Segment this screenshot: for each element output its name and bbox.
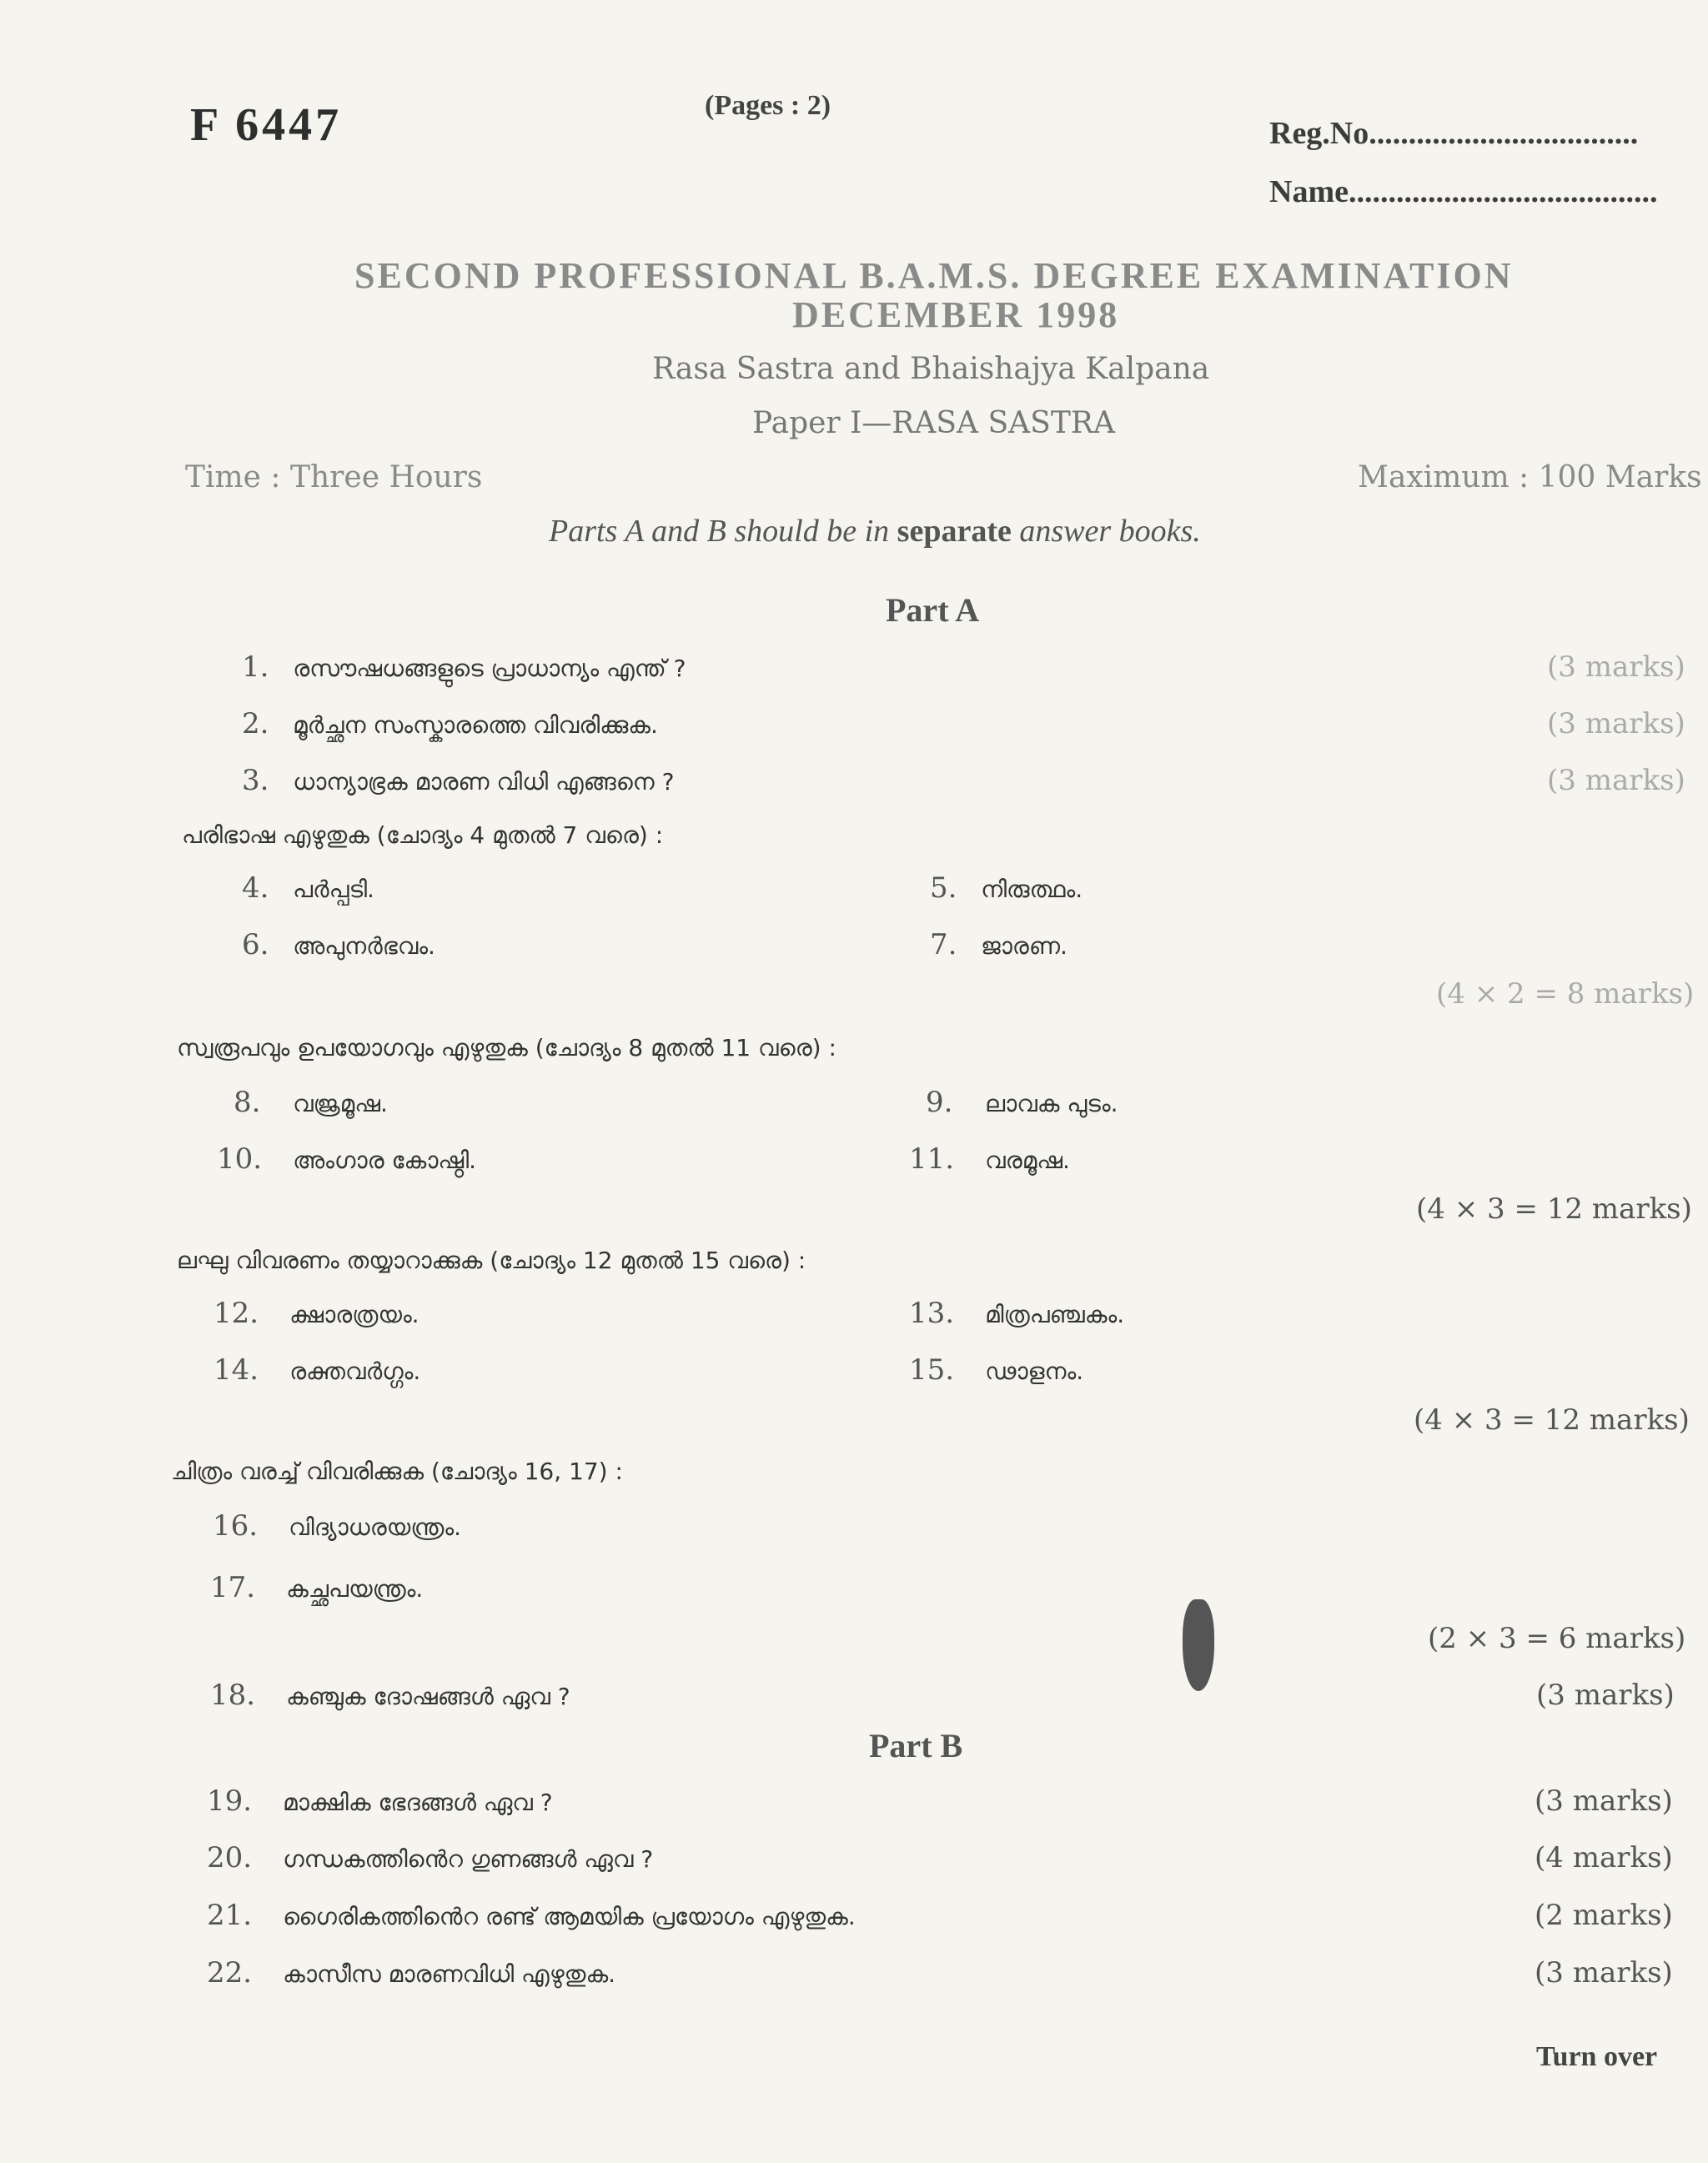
- exam-code: F 6447: [190, 99, 343, 151]
- q1-text: രസൗഷധങ്ങളുടെ പ്രാധാന്യം എന്ത് ?: [293, 655, 686, 682]
- q16-text: വിദ്യാധരയന്ത്രം.: [289, 1513, 461, 1541]
- group-1-marks: (4 × 2 = 8 marks): [1436, 977, 1695, 1011]
- question-6: [242, 928, 435, 961]
- q21-text: ഗൈരികത്തിൻെറ രണ്ട് ആമയിക പ്രയോഗം എഴുതുക.: [283, 1903, 856, 1930]
- turn-over: Turn over: [1536, 2041, 1658, 2072]
- question-10: [217, 1142, 476, 1176]
- q21-marks: (2 marks): [1535, 1899, 1673, 1932]
- q17-number: 17.: [210, 1571, 256, 1604]
- group-4-marks: (2 × 3 = 6 marks): [1428, 1622, 1686, 1655]
- instruction-post: answer books.: [1019, 514, 1201, 549]
- q7-text: ജാരണ.: [981, 932, 1068, 960]
- question-4: [242, 871, 374, 905]
- q3-marks: (3 marks): [1547, 764, 1685, 797]
- q21-number: 21.: [207, 1899, 253, 1932]
- q13-number: 13.: [909, 1297, 955, 1330]
- instruction-bold: separate: [897, 514, 1012, 549]
- q18-number: 18.: [210, 1679, 256, 1712]
- instruction-pre: Parts A and B should be in: [549, 514, 890, 549]
- q20-text: ഗന്ധകത്തിൻെറ ഗുണങ്ങൾ ഏവ ?: [283, 1845, 654, 1873]
- q6-number: 6.: [242, 928, 269, 961]
- question-21: [207, 1899, 856, 1932]
- exam-date: DECEMBER 1998: [792, 294, 1120, 335]
- exam-title: SECOND PROFESSIONAL B.A.M.S. DEGREE EXAMINATION: [354, 255, 1514, 296]
- question-1: [242, 650, 686, 684]
- question-5: [930, 871, 1083, 905]
- q22-number: 22.: [207, 1956, 253, 1990]
- question-17: [210, 1571, 423, 1604]
- q14-text: രക്തവർഗ്ഗം.: [289, 1358, 421, 1385]
- q10-number: 10.: [217, 1142, 263, 1176]
- q2-number: 2.: [242, 707, 269, 740]
- name-field: Name.......................................: [1269, 174, 1658, 209]
- instruction: [549, 513, 1201, 550]
- q19-number: 19.: [207, 1784, 253, 1818]
- q14-number: 14.: [214, 1353, 259, 1387]
- question-20: [207, 1841, 653, 1874]
- q2-text: മൂർച്ഛന സംസ്കാരത്തെ വിവരിക്കുക.: [293, 711, 658, 739]
- q5-text: നിരുത്ഥം.: [981, 876, 1083, 903]
- q13-text: മിത്രപഞ്ചകം.: [985, 1301, 1125, 1328]
- question-14: [214, 1353, 420, 1387]
- q15-text: ഢാളനം.: [985, 1358, 1084, 1385]
- q20-marks: (4 marks): [1535, 1841, 1673, 1874]
- maximum-marks: Maximum : 100 Marks: [1358, 460, 1702, 494]
- q12-text: ക്ഷാരത്രയം.: [289, 1301, 419, 1328]
- group-2-marks: (4 × 3 = 12 marks): [1416, 1192, 1692, 1226]
- question-8: [234, 1086, 388, 1119]
- q7-number: 7.: [930, 928, 957, 961]
- question-11: [909, 1142, 1070, 1176]
- q22-text: കാസീസ മാരണവിധി എഴുതുക.: [283, 1960, 616, 1988]
- question-9: [926, 1086, 1118, 1119]
- q18-marks: (3 marks): [1536, 1679, 1675, 1712]
- q11-number: 11.: [909, 1142, 955, 1176]
- q22-marks: (3 marks): [1535, 1956, 1673, 1990]
- question-22: [207, 1956, 615, 1990]
- q3-number: 3.: [242, 764, 269, 797]
- q4-number: 4.: [242, 871, 269, 905]
- part-b-title: Part B: [869, 1727, 963, 1764]
- q9-text: ലാവക പുടം.: [985, 1090, 1118, 1117]
- ink-smudge: [1183, 1599, 1214, 1691]
- group-3-heading: ലഘു വിവരണം തയ്യാറാക്കുക (ചോദ്യം 12 മുതൽ 15 വരെ) :: [177, 1247, 806, 1274]
- reg-no-field: Reg.No..................................: [1269, 116, 1639, 151]
- q17-text: കച്ഛപയന്ത്രം.: [286, 1575, 424, 1603]
- q19-marks: (3 marks): [1535, 1784, 1673, 1818]
- question-3: [242, 764, 674, 797]
- q18-text: കഞ്ചുക ദോഷങ്ങൾ ഏവ ?: [286, 1683, 570, 1710]
- q12-number: 12.: [214, 1297, 259, 1330]
- part-a-title: Part A: [886, 591, 980, 629]
- q1-marks: (3 marks): [1547, 650, 1685, 684]
- question-2: [242, 707, 658, 740]
- group-1-heading: പരിഭാഷ എഴുതുക (ചോദ്യം 4 മുതൽ 7 വരെ) :: [182, 821, 664, 849]
- group-4-heading: ചിത്രം വരച്ച് വിവരിക്കുക (ചോദ്യം 16, 17) :: [171, 1458, 623, 1485]
- group-3-marks: (4 × 3 = 12 marks): [1414, 1403, 1690, 1437]
- q4-text: പർപ്പടി.: [293, 876, 374, 903]
- time-allowed: Time : Three Hours: [185, 460, 483, 494]
- question-19: [207, 1784, 553, 1818]
- subject-title: Rasa Sastra and Bhaishajya Kalpana: [652, 352, 1210, 386]
- q3-text: ധാന്യാഭ്രക മാരണ വിധി എങ്ങനെ ?: [293, 768, 675, 795]
- q19-text: മാക്ഷിക ഭേദങ്ങൾ ഏവ ?: [283, 1789, 553, 1816]
- q15-number: 15.: [909, 1353, 955, 1387]
- q6-text: അപുനർഭവം.: [293, 932, 435, 960]
- question-18: [210, 1679, 570, 1712]
- q16-number: 16.: [213, 1509, 259, 1543]
- question-13: [909, 1297, 1124, 1330]
- paper-title: Paper I—RASA SASTRA: [752, 406, 1115, 440]
- q9-number: 9.: [926, 1086, 953, 1119]
- group-2-heading: സ്വരൂപവും ഉപയോഗവും എഴുതുക (ചോദ്യം 8 മുതൽ 11 വരെ) :: [177, 1034, 836, 1061]
- q5-number: 5.: [930, 871, 957, 905]
- question-12: [214, 1297, 419, 1330]
- q11-text: വരമൂഷ.: [985, 1147, 1070, 1174]
- question-15: [909, 1353, 1083, 1387]
- q8-text: വജ്രമൂഷ.: [293, 1090, 388, 1117]
- question-16: [213, 1509, 461, 1543]
- question-7: [930, 928, 1068, 961]
- q20-number: 20.: [207, 1841, 253, 1874]
- page-count: (Pages : 2): [705, 90, 831, 121]
- q10-text: അംഗാര കോഷ്ഠി.: [293, 1147, 477, 1174]
- q2-marks: (3 marks): [1547, 707, 1685, 740]
- q8-number: 8.: [234, 1086, 261, 1119]
- q1-number: 1.: [242, 650, 269, 684]
